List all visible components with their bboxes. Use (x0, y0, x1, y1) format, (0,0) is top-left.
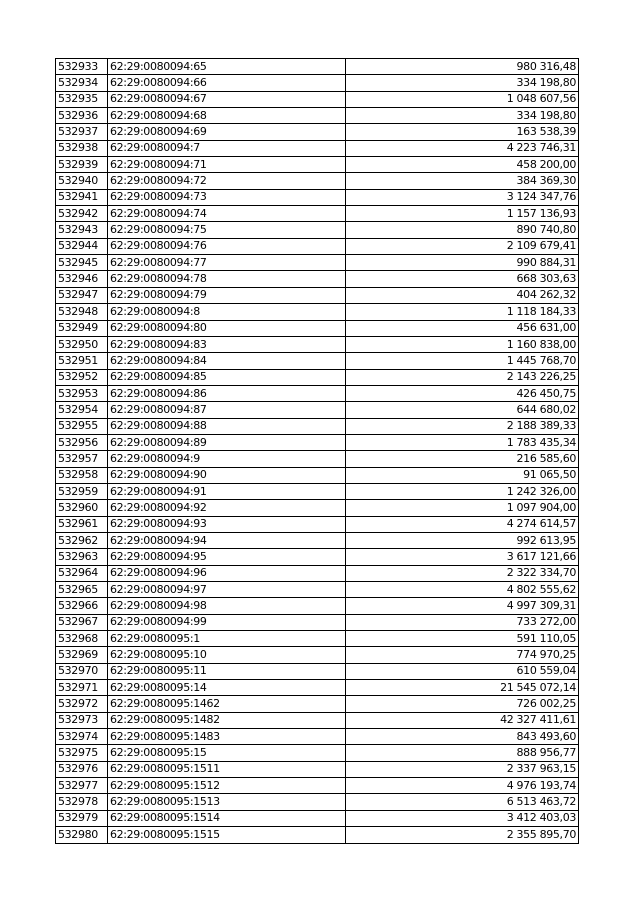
row-id-cell: 532961 (56, 516, 108, 532)
table-row (56, 810, 579, 826)
cadastral-value-cell: 668 303,63 (346, 271, 579, 287)
row-id-cell: 532977 (56, 778, 108, 794)
cadastral-number-cell: 62:29:0080095:1514 (108, 810, 346, 826)
cadastral-number-cell: 62:29:0080094:91 (108, 483, 346, 499)
cadastral-number-cell: 62:29:0080094:99 (108, 614, 346, 630)
cadastral-value-cell: 610 559,04 (346, 663, 579, 679)
cadastral-value-cell: 2 143 226,25 (346, 369, 579, 385)
row-id-cell: 532974 (56, 729, 108, 745)
table-row (56, 255, 579, 271)
row-id-cell: 532967 (56, 614, 108, 630)
cadastral-number-cell: 62:29:0080094:65 (108, 59, 346, 75)
cadastral-value-cell: 3 412 403,03 (346, 810, 579, 826)
row-id-cell: 532933 (56, 59, 108, 75)
table-body (56, 59, 579, 844)
row-id-cell: 532979 (56, 810, 108, 826)
table-row (56, 59, 579, 75)
table-row (56, 467, 579, 483)
cadastral-value-cell: 890 740,80 (346, 222, 579, 238)
row-id-cell: 532937 (56, 124, 108, 140)
row-id-cell: 532975 (56, 745, 108, 761)
cadastral-value-cell: 1 097 904,00 (346, 500, 579, 516)
table-row (56, 778, 579, 794)
table-row (56, 271, 579, 287)
cadastral-number-cell: 62:29:0080094:66 (108, 75, 346, 91)
cadastral-value-cell: 4 274 614,57 (346, 516, 579, 532)
cadastral-value-cell: 6 513 463,72 (346, 794, 579, 810)
cadastral-value-cell: 426 450,75 (346, 385, 579, 401)
row-id-cell: 532972 (56, 696, 108, 712)
cadastral-value-cell: 42 327 411,61 (346, 712, 579, 728)
row-id-cell: 532935 (56, 91, 108, 107)
table-row (56, 565, 579, 581)
cadastral-number-cell: 62:29:0080095:14 (108, 680, 346, 696)
cadastral-value-cell: 4 997 309,31 (346, 598, 579, 614)
cadastral-value-cell: 843 493,60 (346, 729, 579, 745)
row-id-cell: 532947 (56, 287, 108, 303)
cadastral-number-cell: 62:29:0080094:68 (108, 108, 346, 124)
table-row (56, 712, 579, 728)
row-id-cell: 532969 (56, 647, 108, 663)
row-id-cell: 532978 (56, 794, 108, 810)
row-id-cell: 532939 (56, 157, 108, 173)
row-id-cell: 532959 (56, 483, 108, 499)
table-row (56, 336, 579, 352)
table-row (56, 483, 579, 499)
cadastral-number-cell: 62:29:0080095:1511 (108, 761, 346, 777)
cadastral-value-cell: 4 976 193,74 (346, 778, 579, 794)
table-row (56, 516, 579, 532)
cadastral-value-cell: 1 445 768,70 (346, 353, 579, 369)
row-id-cell: 532963 (56, 549, 108, 565)
cadastral-number-cell: 62:29:0080095:1483 (108, 729, 346, 745)
cadastral-value-cell: 990 884,31 (346, 255, 579, 271)
table-row (56, 189, 579, 205)
cadastral-number-cell: 62:29:0080094:72 (108, 173, 346, 189)
row-id-cell: 532976 (56, 761, 108, 777)
cadastral-value-cell: 888 956,77 (346, 745, 579, 761)
table-row (56, 238, 579, 254)
cadastral-value-cell: 591 110,05 (346, 631, 579, 647)
cadastral-value-cell: 726 002,25 (346, 696, 579, 712)
table-row (56, 287, 579, 303)
table-row (56, 75, 579, 91)
table-row (56, 794, 579, 810)
cadastral-number-cell: 62:29:0080094:7 (108, 140, 346, 156)
cadastral-number-cell: 62:29:0080094:87 (108, 402, 346, 418)
cadastral-value-cell: 1 242 326,00 (346, 483, 579, 499)
row-id-cell: 532946 (56, 271, 108, 287)
row-id-cell: 532952 (56, 369, 108, 385)
table-row (56, 353, 579, 369)
cadastral-value-cell: 2 188 389,33 (346, 418, 579, 434)
table-row (56, 157, 579, 173)
cadastral-number-cell: 62:29:0080095:15 (108, 745, 346, 761)
cadastral-value-cell: 2 109 679,41 (346, 238, 579, 254)
cadastral-number-cell: 62:29:0080094:74 (108, 206, 346, 222)
cadastral-number-cell: 62:29:0080094:84 (108, 353, 346, 369)
cadastral-value-cell: 980 316,48 (346, 59, 579, 75)
cadastral-number-cell: 62:29:0080095:11 (108, 663, 346, 679)
row-id-cell: 532953 (56, 385, 108, 401)
row-id-cell: 532936 (56, 108, 108, 124)
cadastral-number-cell: 62:29:0080094:92 (108, 500, 346, 516)
cadastral-number-cell: 62:29:0080094:83 (108, 336, 346, 352)
row-id-cell: 532966 (56, 598, 108, 614)
table-row (56, 451, 579, 467)
table-row (56, 827, 579, 843)
cadastral-value-cell: 1 048 607,56 (346, 91, 579, 107)
cadastral-number-cell: 62:29:0080094:94 (108, 532, 346, 548)
table-row (56, 631, 579, 647)
cadastral-number-cell: 62:29:0080094:93 (108, 516, 346, 532)
cadastral-value-cell: 3 124 347,76 (346, 189, 579, 205)
cadastral-value-cell: 733 272,00 (346, 614, 579, 630)
table-row (56, 402, 579, 418)
cadastral-number-cell: 62:29:0080094:95 (108, 549, 346, 565)
cadastral-number-cell: 62:29:0080094:73 (108, 189, 346, 205)
row-id-cell: 532941 (56, 189, 108, 205)
cadastral-number-cell: 62:29:0080095:1515 (108, 827, 346, 843)
row-id-cell: 532973 (56, 712, 108, 728)
cadastral-number-cell: 62:29:0080094:9 (108, 451, 346, 467)
row-id-cell: 532956 (56, 434, 108, 450)
row-id-cell: 532960 (56, 500, 108, 516)
table-row (56, 206, 579, 222)
row-id-cell: 532948 (56, 304, 108, 320)
cadastral-number-cell: 62:29:0080094:69 (108, 124, 346, 140)
cadastral-value-cell: 3 617 121,66 (346, 549, 579, 565)
cadastral-number-cell: 62:29:0080094:67 (108, 91, 346, 107)
cadastral-number-cell: 62:29:0080095:1513 (108, 794, 346, 810)
cadastral-number-cell: 62:29:0080094:8 (108, 304, 346, 320)
cadastral-value-cell: 2 337 963,15 (346, 761, 579, 777)
table-row (56, 385, 579, 401)
table-row (56, 173, 579, 189)
table-row (56, 304, 579, 320)
table-row (56, 91, 579, 107)
table-row (56, 582, 579, 598)
table-row (56, 108, 579, 124)
cadastral-value-cell: 456 631,00 (346, 320, 579, 336)
cadastral-number-cell: 62:29:0080094:71 (108, 157, 346, 173)
cadastral-number-cell: 62:29:0080095:1512 (108, 778, 346, 794)
row-id-cell: 532980 (56, 827, 108, 843)
cadastral-number-cell: 62:29:0080094:90 (108, 467, 346, 483)
row-id-cell: 532951 (56, 353, 108, 369)
cadastral-value-cell: 216 585,60 (346, 451, 579, 467)
cadastral-number-cell: 62:29:0080094:85 (108, 369, 346, 385)
cadastral-number-cell: 62:29:0080094:86 (108, 385, 346, 401)
cadastral-value-cell: 91 065,50 (346, 467, 579, 483)
row-id-cell: 532968 (56, 631, 108, 647)
table-row (56, 434, 579, 450)
cadastral-value-cell: 1 160 838,00 (346, 336, 579, 352)
table-row (56, 614, 579, 630)
cadastral-value-cell: 774 970,25 (346, 647, 579, 663)
cadastral-number-cell: 62:29:0080094:88 (108, 418, 346, 434)
row-id-cell: 532944 (56, 238, 108, 254)
cadastral-value-cell: 163 538,39 (346, 124, 579, 140)
cadastral-value-cell: 384 369,30 (346, 173, 579, 189)
cadastral-value-cell: 1 783 435,34 (346, 434, 579, 450)
cadastral-number-cell: 62:29:0080094:80 (108, 320, 346, 336)
row-id-cell: 532965 (56, 582, 108, 598)
cadastral-number-cell: 62:29:0080094:96 (108, 565, 346, 581)
row-id-cell: 532958 (56, 467, 108, 483)
table-row (56, 549, 579, 565)
cadastral-number-cell: 62:29:0080094:75 (108, 222, 346, 238)
row-id-cell: 532962 (56, 532, 108, 548)
table-row (56, 418, 579, 434)
row-id-cell: 532943 (56, 222, 108, 238)
table-row (56, 761, 579, 777)
cadastral-value-cell: 4 802 555,62 (346, 582, 579, 598)
cadastral-number-cell: 62:29:0080094:76 (108, 238, 346, 254)
table-row (56, 532, 579, 548)
cadastral-number-cell: 62:29:0080095:10 (108, 647, 346, 663)
cadastral-number-cell: 62:29:0080094:77 (108, 255, 346, 271)
table-row (56, 500, 579, 516)
cadastral-number-cell: 62:29:0080095:1 (108, 631, 346, 647)
cadastral-number-cell: 62:29:0080094:78 (108, 271, 346, 287)
cadastral-value-cell: 334 198,80 (346, 108, 579, 124)
cadastral-number-cell: 62:29:0080094:89 (108, 434, 346, 450)
cadastral-number-cell: 62:29:0080095:1482 (108, 712, 346, 728)
cadastral-value-cell: 1 157 136,93 (346, 206, 579, 222)
row-id-cell: 532970 (56, 663, 108, 679)
cadastral-number-cell: 62:29:0080094:98 (108, 598, 346, 614)
cadastral-value-table (55, 58, 579, 844)
cadastral-value-cell: 2 322 334,70 (346, 565, 579, 581)
table-row (56, 647, 579, 663)
table-row (56, 140, 579, 156)
table-row (56, 369, 579, 385)
row-id-cell: 532957 (56, 451, 108, 467)
cadastral-number-cell: 62:29:0080095:1462 (108, 696, 346, 712)
row-id-cell: 532934 (56, 75, 108, 91)
row-id-cell: 532950 (56, 336, 108, 352)
table-row (56, 680, 579, 696)
row-id-cell: 532955 (56, 418, 108, 434)
cadastral-value-cell: 1 118 184,33 (346, 304, 579, 320)
cadastral-number-cell: 62:29:0080094:97 (108, 582, 346, 598)
cadastral-number-cell: 62:29:0080094:79 (108, 287, 346, 303)
row-id-cell: 532938 (56, 140, 108, 156)
table-row (56, 320, 579, 336)
cadastral-value-cell: 458 200,00 (346, 157, 579, 173)
row-id-cell: 532964 (56, 565, 108, 581)
row-id-cell: 532954 (56, 402, 108, 418)
table-row (56, 124, 579, 140)
table-row (56, 696, 579, 712)
cadastral-value-cell: 992 613,95 (346, 532, 579, 548)
cadastral-value-cell: 334 198,80 (346, 75, 579, 91)
cadastral-value-cell: 404 262,32 (346, 287, 579, 303)
table-row (56, 729, 579, 745)
row-id-cell: 532949 (56, 320, 108, 336)
table-row (56, 598, 579, 614)
cadastral-value-cell: 644 680,02 (346, 402, 579, 418)
cadastral-value-cell: 4 223 746,31 (346, 140, 579, 156)
row-id-cell: 532971 (56, 680, 108, 696)
row-id-cell: 532940 (56, 173, 108, 189)
table-row (56, 745, 579, 761)
row-id-cell: 532942 (56, 206, 108, 222)
table-row (56, 663, 579, 679)
cadastral-value-cell: 21 545 072,14 (346, 680, 579, 696)
table-row (56, 222, 579, 238)
cadastral-value-cell: 2 355 895,70 (346, 827, 579, 843)
row-id-cell: 532945 (56, 255, 108, 271)
